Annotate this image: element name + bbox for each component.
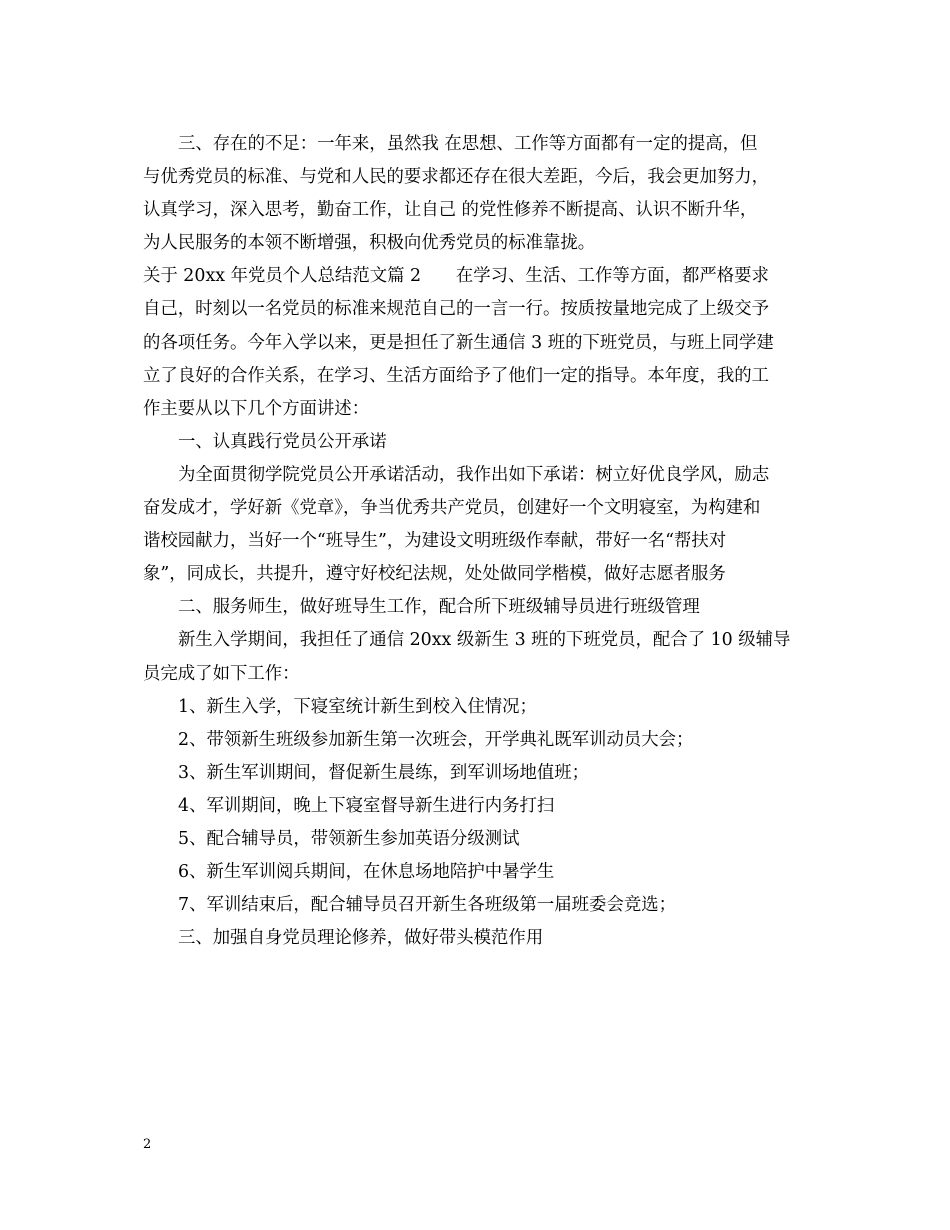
list-item-3: 3、新生军训期间，督促新生晨练，到军训场地值班； — [178, 762, 590, 783]
text-line-14: 象”，同成长，共提升，遵守好校纪法规，处处做同学楷模，做好志愿者服务 — [143, 564, 726, 585]
section-heading-2: 二、服务师生，做好班导生工作，配合所下班级辅导员进行班级管理 — [178, 597, 700, 618]
page-number: 2 — [143, 1137, 152, 1152]
list-item-4: 4、军训期间，晚上下寝室督导新生进行内务打扫 — [178, 795, 555, 816]
list-item-7: 7、军训结束后，配合辅导员召开新生各班级第一届班委会竞选； — [178, 895, 677, 916]
text-line-9: 作主要从以下几个方面讲述： — [143, 398, 370, 419]
list-item-2: 2、带领新生班级参加新生第一次班会，开学典礼既军训动员大会； — [178, 729, 694, 750]
text-line-16: 新生入学期间，我担任了通信 20xx 级新生 3 班的下班党员，配合了 10 级辅导 — [178, 630, 791, 651]
list-item-5: 5、配合辅导员，带领新生参加英语分级测试 — [178, 828, 520, 849]
text-line-8: 立了良好的合作关系，在学习、生活方面给予了他们一定的指导。本年度，我的工 — [143, 365, 770, 386]
section-heading-1: 一、认真践行党员公开承诺 — [178, 431, 387, 452]
text-line-2: 与优秀党员的标准、与党和人民的要求都还存在很大差距，今后，我会更加努力， — [143, 167, 770, 188]
section-heading-3: 三、加强自身党员理论修养，做好带头模范作用 — [178, 928, 544, 949]
list-item-1: 1、新生入学，下寝室统计新生到校入住情况； — [178, 696, 537, 717]
list-item-6: 6、新生军训阅兵期间，在休息场地陪护中暑学生 — [178, 862, 555, 883]
text-line-4: 为人民服务的本领不断增强，积极向优秀党员的标准靠拢。 — [143, 233, 596, 254]
text-line-3: 认真学习，深入思考，勤奋工作，让自己 的党性修养不断提高、认识不断升华， — [143, 200, 758, 221]
text-line-7: 的各项任务。今年入学以来，更是担任了新生通信 3 班的下班党员，与班上同学建 — [143, 332, 774, 353]
body-text — [143, 128, 813, 955]
text-line-6: 自己，时刻以一名党员的标准来规范自己的一言一行。按质按量地完成了上级交予 — [143, 299, 770, 320]
text-line-11: 为全面贯彻学院党员公开承诺活动，我作出如下承诺：树立好优良学风，励志 — [178, 464, 770, 485]
text-line-13: 谐校园献力，当好一个“班导生”，为建设文明班级作奉献，带好一名“帮扶对 — [143, 531, 727, 552]
text-line-5: 关于 20xx 年党员个人总结范文篇 2 在学习、生活、工作等方面，都严格要求 — [143, 266, 769, 287]
text-line-17: 员完成了如下工作： — [143, 663, 300, 684]
text-line-12: 奋发成才，学好新《党章》，争当优秀共产党员，创建好一个文明寝室，为构建和 — [143, 498, 761, 519]
text-line-1: 三、存在的不足：一年来，虽然我 在思想、工作等方面都有一定的提高，但 — [178, 134, 758, 154]
